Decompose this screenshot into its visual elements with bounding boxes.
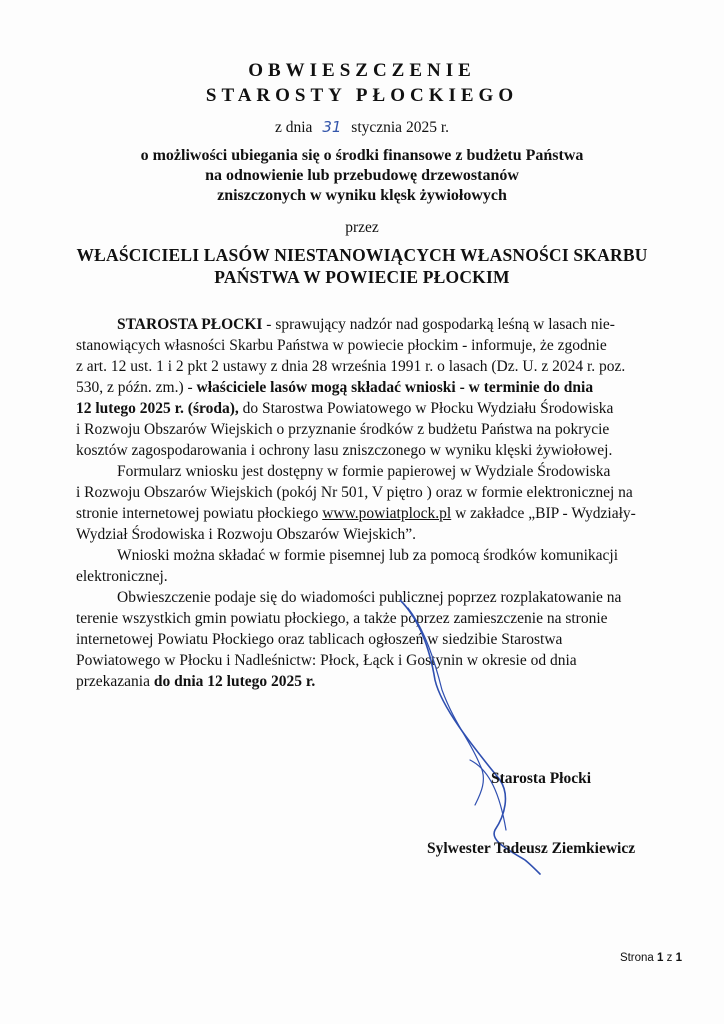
subject-line-1: o możliwości ubiegania się o środki finansowe z budżetu Państwa <box>140 147 584 164</box>
p1-line-1 <box>117 314 615 335</box>
p1-line-7: kosztów zagospodarowania i ochrony lasu zniszczonego w wyniku klęski żywiołowej. <box>76 442 613 459</box>
addressee-line-2: PAŃSTWA W POWIECIE PŁOCKIM <box>214 267 510 287</box>
p2-line-1: Formularz wniosku jest dostępny w formie papierowej w Wydziale Środowiska <box>117 463 611 480</box>
p1-l1-text: - sprawujący nadzór nad gospodarką leśną w lasach nie- <box>262 316 615 333</box>
addressee-line-1: WŁAŚCICIELI LASÓW NIESTANOWIĄCYCH WŁASNOŚCI SKARBU <box>76 245 648 265</box>
p3-line-1: Wnioski można składać w formie pisemnej lub za pomocą środków komunikacji <box>117 547 619 564</box>
p4-line-2: terenie wszystkich gmin powiatu płockiego, a także poprzez zamieszczenie na stronie <box>76 610 608 627</box>
page-number: 1 <box>657 952 664 964</box>
p4-line-4: Powiatowego w Płocku i Nadleśnictw: Płock, Łąck i Gostynin w okresie od dnia <box>76 652 577 669</box>
p2-l3-a: stronie internetowej powiatu płockiego <box>76 505 323 522</box>
subject-line-2: na odnowienie lub przebudowę drzewostanów <box>205 167 519 184</box>
p2-line-4: Wydział Środowiska i Rozwoju Obszarów Wiejskich”. <box>76 526 416 543</box>
p1-l5-a: 12 lutego 2025 r. (środa), <box>76 400 239 417</box>
p1-line-5 <box>76 398 613 419</box>
p1-l4-b: właściciele lasów mogą składać wnioski - w terminie do dnia <box>192 379 594 396</box>
p1-line-2: stanowiących własności Skarbu Państwa w powiecie płockim - informuje, że zgodnie <box>76 337 607 354</box>
page-label: Strona <box>619 952 654 964</box>
date-line <box>0 117 724 138</box>
date-prefix: z dnia <box>274 119 313 136</box>
p4-l5-b: do dnia 12 lutego 2025 r. <box>153 673 316 690</box>
page-of: z <box>666 952 673 964</box>
p3-line-2: elektronicznej. <box>76 568 168 585</box>
signature-role: Starosta Płocki <box>491 770 592 787</box>
page-footer <box>620 952 682 964</box>
title-line-2: STAROSTY PŁOCKIEGO <box>205 85 519 106</box>
handwritten-signature <box>330 590 580 880</box>
p1-line-6: i Rozwoju Obszarów Wiejskich o przyznanie środków z budżetu Państwa na pokrycie <box>76 421 610 438</box>
p1-line-4 <box>76 377 593 398</box>
date-day-handwritten: 31 <box>322 118 342 136</box>
p2-line-2: i Rozwoju Obszarów Wiejskich (pokój Nr 501, V piętro ) oraz w formie elektronicznej na <box>76 484 633 501</box>
p4-line-3: internetowej Powiatu Płockiego oraz tablicach ogłoszeń w siedzibie Starostwa <box>76 631 563 648</box>
p2-line-3 <box>76 503 636 524</box>
p1-lead: STAROSTA PŁOCKI <box>117 316 263 333</box>
date-suffix: stycznia 2025 r. <box>351 119 449 136</box>
p4-l5-a: przekazania <box>76 673 154 690</box>
p1-l5-b: do Starostwa Powiatowego w Płocku Wydziału Środowiska <box>238 400 614 417</box>
subject-line-3: zniszczonych w wyniku klęsk żywiołowych <box>217 187 507 204</box>
by-line: przez <box>345 219 379 236</box>
p4-line-1: Obwieszczenie podaje się do wiadomości publicznej poprzez rozplakatowanie na <box>117 589 622 606</box>
p2-l3-b: w zakładce „BIP - Wydziały- <box>451 505 636 522</box>
p1-line-3: z art. 12 ust. 1 i 2 pkt 2 ustawy z dnia 28 września 1991 r. o lasach (Dz. U. z 2024 r. poz. <box>76 358 626 375</box>
p4-line-5 <box>76 671 315 692</box>
signature-name: Sylwester Tadeusz Ziemkiewicz <box>427 840 636 857</box>
powiat-website-link[interactable]: www.powiatplock.pl <box>322 505 452 522</box>
page-total: 1 <box>675 952 682 964</box>
title-line-1: OBWIESZCZENIE <box>248 60 476 81</box>
p1-l4-a: 530, z późn. zm.) - <box>76 379 193 396</box>
